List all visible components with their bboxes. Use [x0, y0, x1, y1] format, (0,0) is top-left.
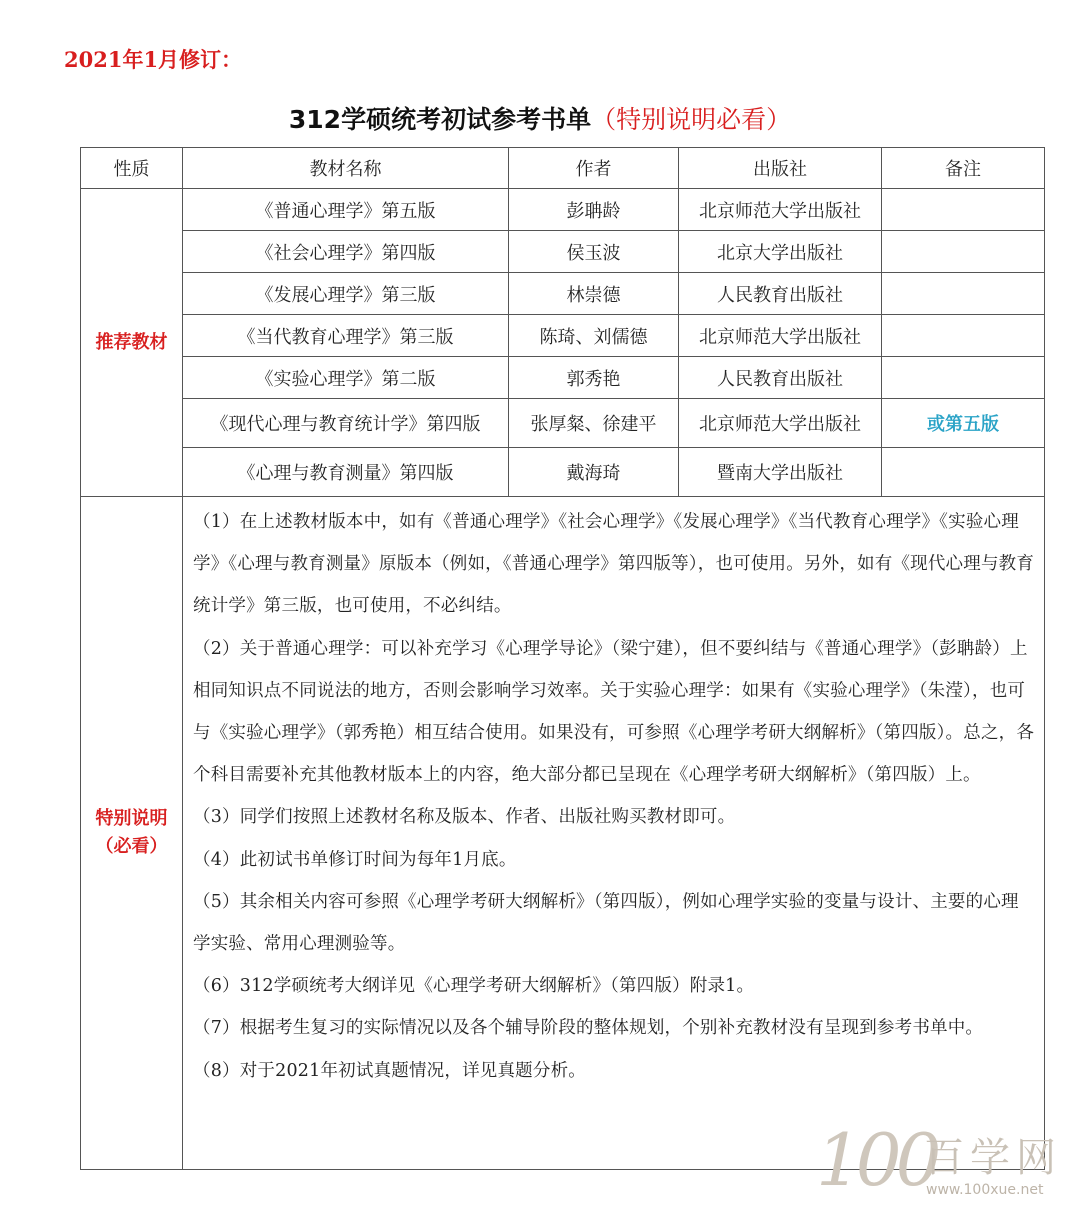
note-item: （7）根据考生复习的实际情况以及各个辅导阶段的整体规划，个别补充教材没有呈现到参考书单中。	[193, 1018, 984, 1039]
book-publisher: 北京大学出版社	[679, 231, 882, 273]
book-author: 陈琦、刘儒德	[509, 315, 679, 357]
note-item: （8）对于2021年初试真题情况，详见真题分析。	[193, 1060, 586, 1081]
book-publisher: 北京师范大学出版社	[679, 399, 882, 448]
note-item: （5）其余相关内容可参照《心理学考研大纲解析》（第四版），例如心理学实验的变量与设计、主要的心理学实验、常用心理测验等。	[193, 891, 1019, 955]
watermark-logo	[816, 1118, 1066, 1208]
book-name: 《普通心理学》第五版	[183, 189, 509, 231]
booklist-table	[80, 147, 1045, 1170]
book-name: 《实验心理学》第二版	[183, 357, 509, 399]
book-author: 林崇德	[509, 273, 679, 315]
book-author: 郭秀艳	[509, 357, 679, 399]
book-author: 彭聃龄	[509, 189, 679, 231]
book-note	[882, 357, 1045, 399]
watermark-url: www.100xue.net	[926, 1182, 1044, 1198]
header-publisher: 出版社	[679, 148, 882, 189]
book-name: 《现代心理与教育统计学》第四版	[183, 399, 509, 448]
recommended-label-cell	[81, 189, 183, 497]
book-name: 《当代教育心理学》第三版	[183, 315, 509, 357]
table-row	[81, 231, 1045, 273]
book-note	[882, 189, 1045, 231]
header-remark: 备注	[882, 148, 1045, 189]
book-note	[882, 273, 1045, 315]
table-header-row	[81, 148, 1045, 189]
note-item: （1）在上述教材版本中，如有《普通心理学》《社会心理学》《发展心理学》《当代教育心理学》《实验心理学》《心理与教育测量》原版本（例如，《普通心理学》第四版等），也可使用。另外，如有《现代心理与教育统计学》第三版，也可使用，不必纠结。	[193, 512, 1035, 617]
note-item: （3）同学们按照上述教材名称及版本、作者、出版社购买教材即可。	[193, 807, 736, 828]
book-name: 《心理与教育测量》第四版	[183, 448, 509, 497]
watermark-name: 百学网	[924, 1135, 1062, 1181]
book-publisher: 人民教育出版社	[679, 357, 882, 399]
table-row	[81, 357, 1045, 399]
table-row	[81, 448, 1045, 497]
header-author: 作者	[509, 148, 679, 189]
recommended-label: 推荐教材	[95, 331, 168, 353]
header-book-name: 教材名称	[183, 148, 509, 189]
table-row	[81, 189, 1045, 231]
book-author: 戴海琦	[509, 448, 679, 497]
watermark-number: 100	[816, 1118, 936, 1202]
table-row	[81, 399, 1045, 448]
header-nature: 性质	[81, 148, 183, 189]
table-row	[81, 315, 1045, 357]
special-notes-row	[81, 497, 1045, 1170]
book-publisher: 人民教育出版社	[679, 273, 882, 315]
revision-note: 2021年1月修订：	[64, 47, 243, 72]
title-suffix: （特别说明必看）	[591, 105, 792, 134]
note-item: （6）312学硕统考大纲详见《心理学考研大纲解析》（第四版）附录1。	[193, 976, 755, 997]
book-note	[882, 448, 1045, 497]
special-label-cell	[81, 497, 183, 1170]
book-note	[882, 231, 1045, 273]
book-name: 《社会心理学》第四版	[183, 231, 509, 273]
title-main: 312学硕统考初试参考书单	[288, 105, 592, 134]
note-item: （4）此初试书单修订时间为每年1月底。	[193, 849, 517, 870]
book-note: 或第五版	[882, 399, 1045, 448]
book-note	[882, 315, 1045, 357]
book-publisher: 北京师范大学出版社	[679, 189, 882, 231]
note-item: （2）关于普通心理学：可以补充学习《心理学导论》（梁宁建），但不要纠结与《普通心理学》（彭聃龄）上相同知识点不同说法的地方，否则会影响学习效率。关于实验心理学：如果有《实验心理学》（朱滢），也可与《实验心理学》（郭秀艳）相互结合使用。如果没有，可参照《心理学考研大纲解析》（第四版）。总之，各个科目需要补充其他教材版本上的内容，绝大部分都已呈现在《心理学考研大纲解析》（第四版）上。	[193, 638, 1035, 786]
table-row	[81, 273, 1045, 315]
special-label-must-read: （必看）	[95, 836, 168, 857]
book-name: 《发展心理学》第三版	[183, 273, 509, 315]
special-notes-cell	[183, 497, 1045, 1170]
page-title	[0, 100, 1080, 136]
book-publisher: 暨南大学出版社	[679, 448, 882, 497]
book-author: 张厚粲、徐建平	[509, 399, 679, 448]
book-author: 侯玉波	[509, 231, 679, 273]
special-label: 特别说明	[95, 808, 168, 829]
book-publisher: 北京师范大学出版社	[679, 315, 882, 357]
